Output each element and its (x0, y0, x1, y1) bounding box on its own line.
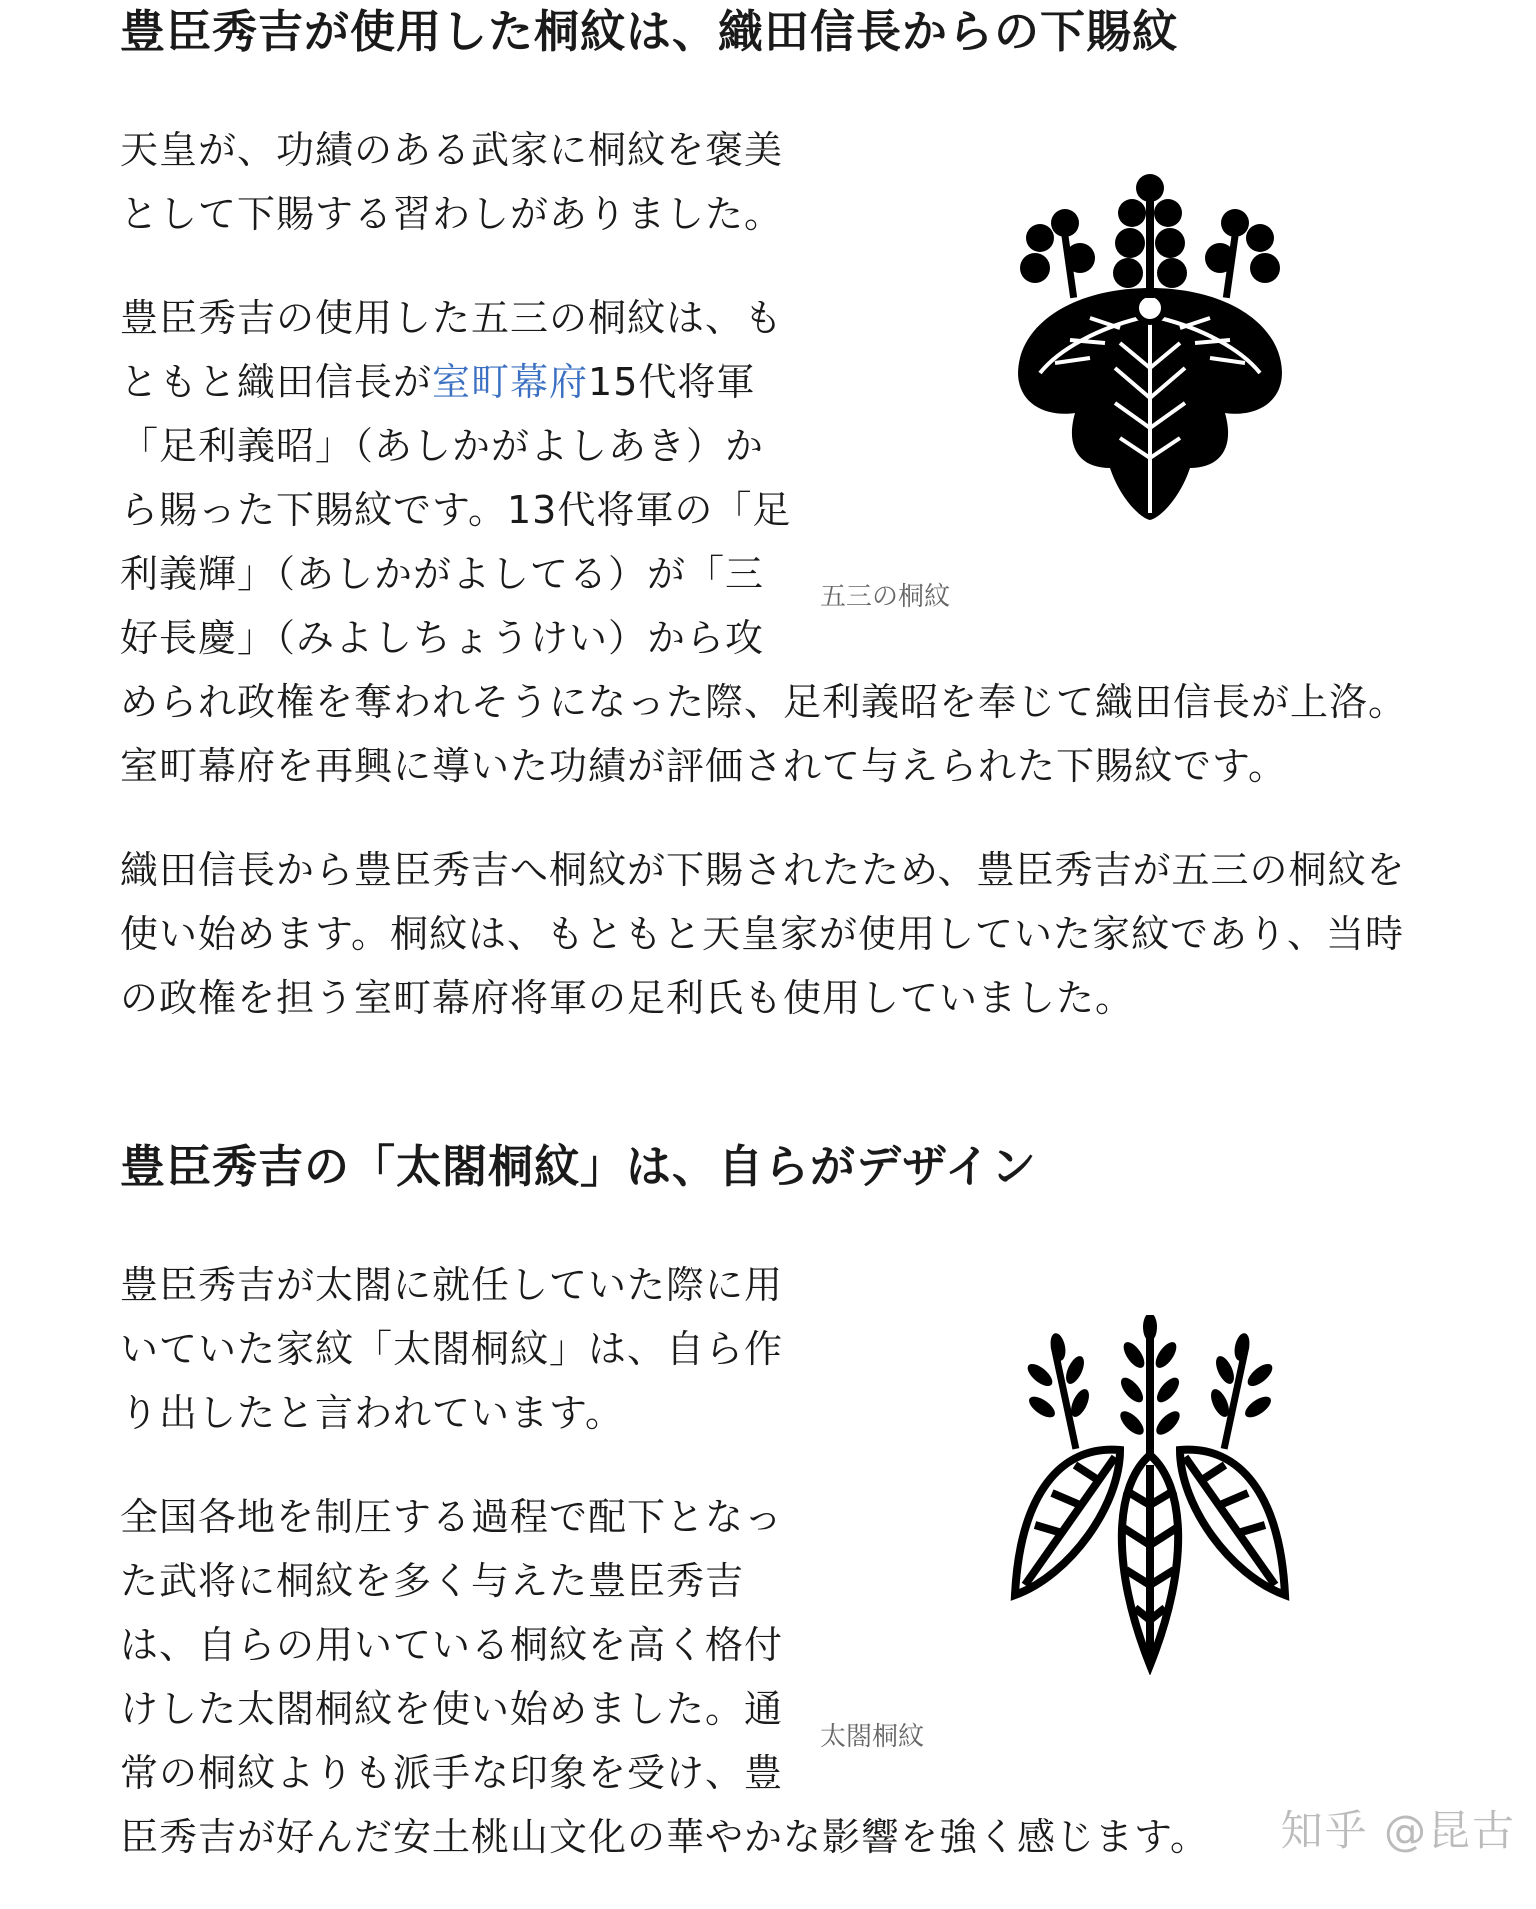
section2-paragraph-2: 全国各地を制圧する過程で配下となった武将に桐紋を多く与えた豊臣秀吉は、自らの用いている桐紋を高く格付けした太閤桐紋を使い始めました。通常の桐紋よりも派手な印象を受け、豊臣秀吉が好んだ安土桃山文化の華やかな影響を強く感じます。 (120, 1495, 1209, 1859)
taiko-kiri-figure (820, 1253, 1420, 1773)
taiko-kiri-crest-icon (970, 1315, 1330, 1675)
section2-paragraph-1: 豊臣秀吉が太閤に就任していた際に用いていた家紋「太閤桐紋」は、自ら作り出したと言われています。 (120, 1263, 784, 1435)
section2-heading: 豊臣秀吉の「太閤桐紋」は、自らがデザイン (120, 1140, 1037, 1193)
section1-paragraph-3: 織田信長から豊臣秀吉へ桐紋が下賜されたため、豊臣秀吉が五三の桐紋を使い始めます。桐紋は、もともと天皇家が使用していた家紋であり、当時の政権を担う室町幕府将軍の足利氏も使用していました。 (120, 848, 1406, 1020)
goshichi-kiri-figure (820, 118, 1420, 638)
figure-caption: 五三の桐紋 (820, 582, 951, 612)
paragraph-text: 豊臣秀吉の使用した五三の桐紋は、もともと織田信長が (120, 296, 784, 404)
watermark: 知乎 @昆古 (1280, 1806, 1516, 1855)
paragraph-text: 15代将軍「足利義昭」（あしかがよしあき）から賜った下賜紋です。13代将軍の「足利義輝」（あしかがよしてる）が「三好長慶」（みよしちょうけい）から攻められ政権を奪われそうになった際、足利義昭を奉じて織田信長が上洛。室町幕府を再興に導いた功績が評価されて与えられた下賜紋です。 (120, 360, 1408, 788)
goshichi-kiri-crest-icon (970, 168, 1330, 528)
section1-heading: 豊臣秀吉が使用した桐紋は、織田信長からの下賜紋 (120, 5, 1179, 58)
section1-body (120, 118, 1420, 1070)
link-muromachi-bakufu[interactable]: 室町幕府 (432, 360, 589, 404)
section1-paragraph-1: 天皇が、功績のある武家に桐紋を褒美として下賜する習わしがありました。 (120, 128, 784, 236)
section2-body (120, 1253, 1420, 1909)
figure-caption: 太閤桐紋 (820, 1722, 925, 1752)
